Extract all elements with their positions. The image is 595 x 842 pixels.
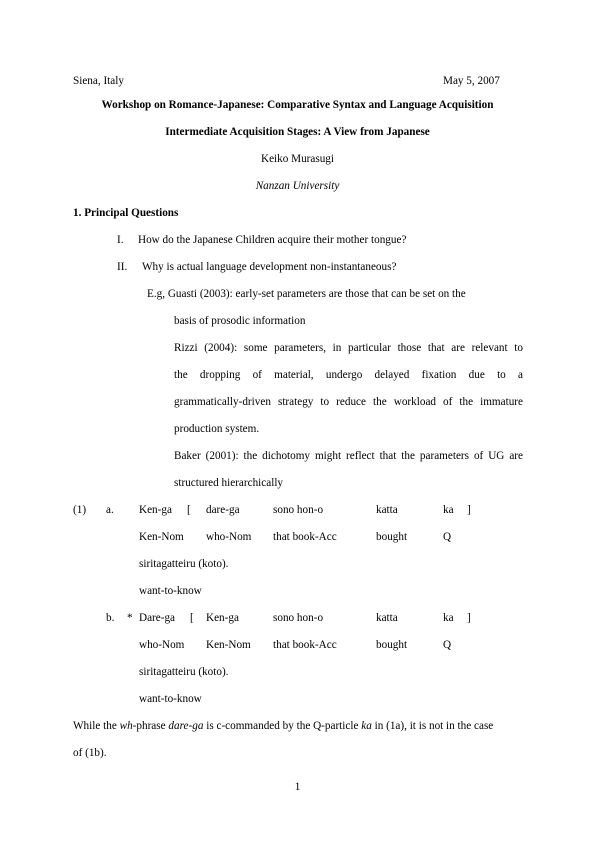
gloss-word: that book-Acc — [273, 531, 337, 543]
gloss-word: sono hon-o — [273, 504, 324, 516]
rizzi-line: the dropping of material, undergo delayed fixation due to a — [174, 369, 523, 381]
conclusion-text: is c-commanded by the Q-particle — [203, 720, 362, 732]
author-name: Keiko Murasugi — [260, 153, 335, 165]
gloss-word: who-Nom — [206, 531, 252, 543]
bracket: [ — [190, 612, 194, 624]
wh-term: wh — [119, 720, 133, 732]
baker-line: structured hierarchically — [174, 477, 284, 489]
gloss-word: that book-Acc — [273, 639, 337, 651]
talk-title: Intermediate Acquisition Stages: A View from Japanese — [165, 126, 430, 138]
rizzi-line: production system. — [174, 423, 260, 435]
section-heading: 1. Principal Questions — [73, 207, 179, 219]
question-text: How do the Japanese Children acquire their mother tongue? — [138, 234, 407, 246]
conclusion-text: in (1a), it is not in the case — [371, 720, 494, 732]
bracket: ] — [467, 504, 471, 516]
question-text: Why is actual language development non-instantaneous? — [142, 261, 397, 273]
gloss-line: siritagatteiru (koto). — [139, 666, 229, 678]
gloss-word: ka — [443, 612, 454, 624]
example-label: b. — [106, 612, 115, 624]
conclusion-text: While the — [73, 720, 120, 732]
gloss-word: Q — [443, 639, 452, 651]
gloss-word: Ken-Nom — [139, 531, 184, 543]
gloss-line: want-to-know — [139, 585, 202, 597]
gloss-word: Ken-ga — [206, 612, 239, 624]
darega-term: dare-ga — [168, 720, 204, 732]
bracket: ] — [467, 612, 471, 624]
gloss-word: Dare-ga — [139, 612, 176, 624]
example-number: (1) — [73, 504, 87, 516]
rizzi-line: Rizzi (2004): some parameters, in particular those that are relevant to — [174, 342, 523, 354]
gloss-word: dare-ga — [206, 504, 240, 516]
gloss-line: siritagatteiru (koto). — [139, 558, 229, 570]
conclusion-line — [73, 719, 493, 733]
gloss-word: katta — [376, 504, 398, 516]
conclusion-line: of (1b). — [73, 747, 107, 759]
rizzi-line: grammatically-driven strategy to reduce the workload of the immature — [174, 396, 523, 408]
guasti-line: E.g, Guasti (2003): early-set parameters are those that can be set on the — [147, 288, 466, 300]
gloss-word: bought — [376, 531, 408, 543]
example-label: a. — [106, 504, 114, 516]
header-location: Siena, Italy — [73, 75, 124, 87]
question-number: I. — [117, 234, 124, 246]
affiliation: Nanzan University — [255, 180, 340, 192]
conclusion-text: -phrase — [132, 720, 169, 732]
gloss-word: who-Nom — [139, 639, 185, 651]
page-number: 1 — [294, 781, 301, 793]
baker-line: Baker (2001): the dichotomy might reflect that the parameters of UG are — [174, 450, 523, 462]
bracket: [ — [187, 504, 191, 516]
ungrammatical-star: * — [127, 612, 133, 624]
gloss-line: want-to-know — [139, 693, 202, 705]
gloss-word: katta — [376, 612, 398, 624]
gloss-word: bought — [376, 639, 408, 651]
gloss-word: Ken-ga — [139, 504, 172, 516]
gloss-word: Q — [443, 531, 452, 543]
question-number: II. — [117, 261, 128, 273]
guasti-line: basis of prosodic information — [174, 315, 306, 327]
gloss-word: sono hon-o — [273, 612, 324, 624]
gloss-word: Ken-Nom — [206, 639, 251, 651]
workshop-title: Workshop on Romance-Japanese: Comparative Syntax and Language Acquisition — [101, 99, 494, 111]
ka-term: ka — [361, 720, 372, 732]
gloss-word: ka — [443, 504, 454, 516]
header-date: May 5, 2007 — [443, 75, 500, 87]
